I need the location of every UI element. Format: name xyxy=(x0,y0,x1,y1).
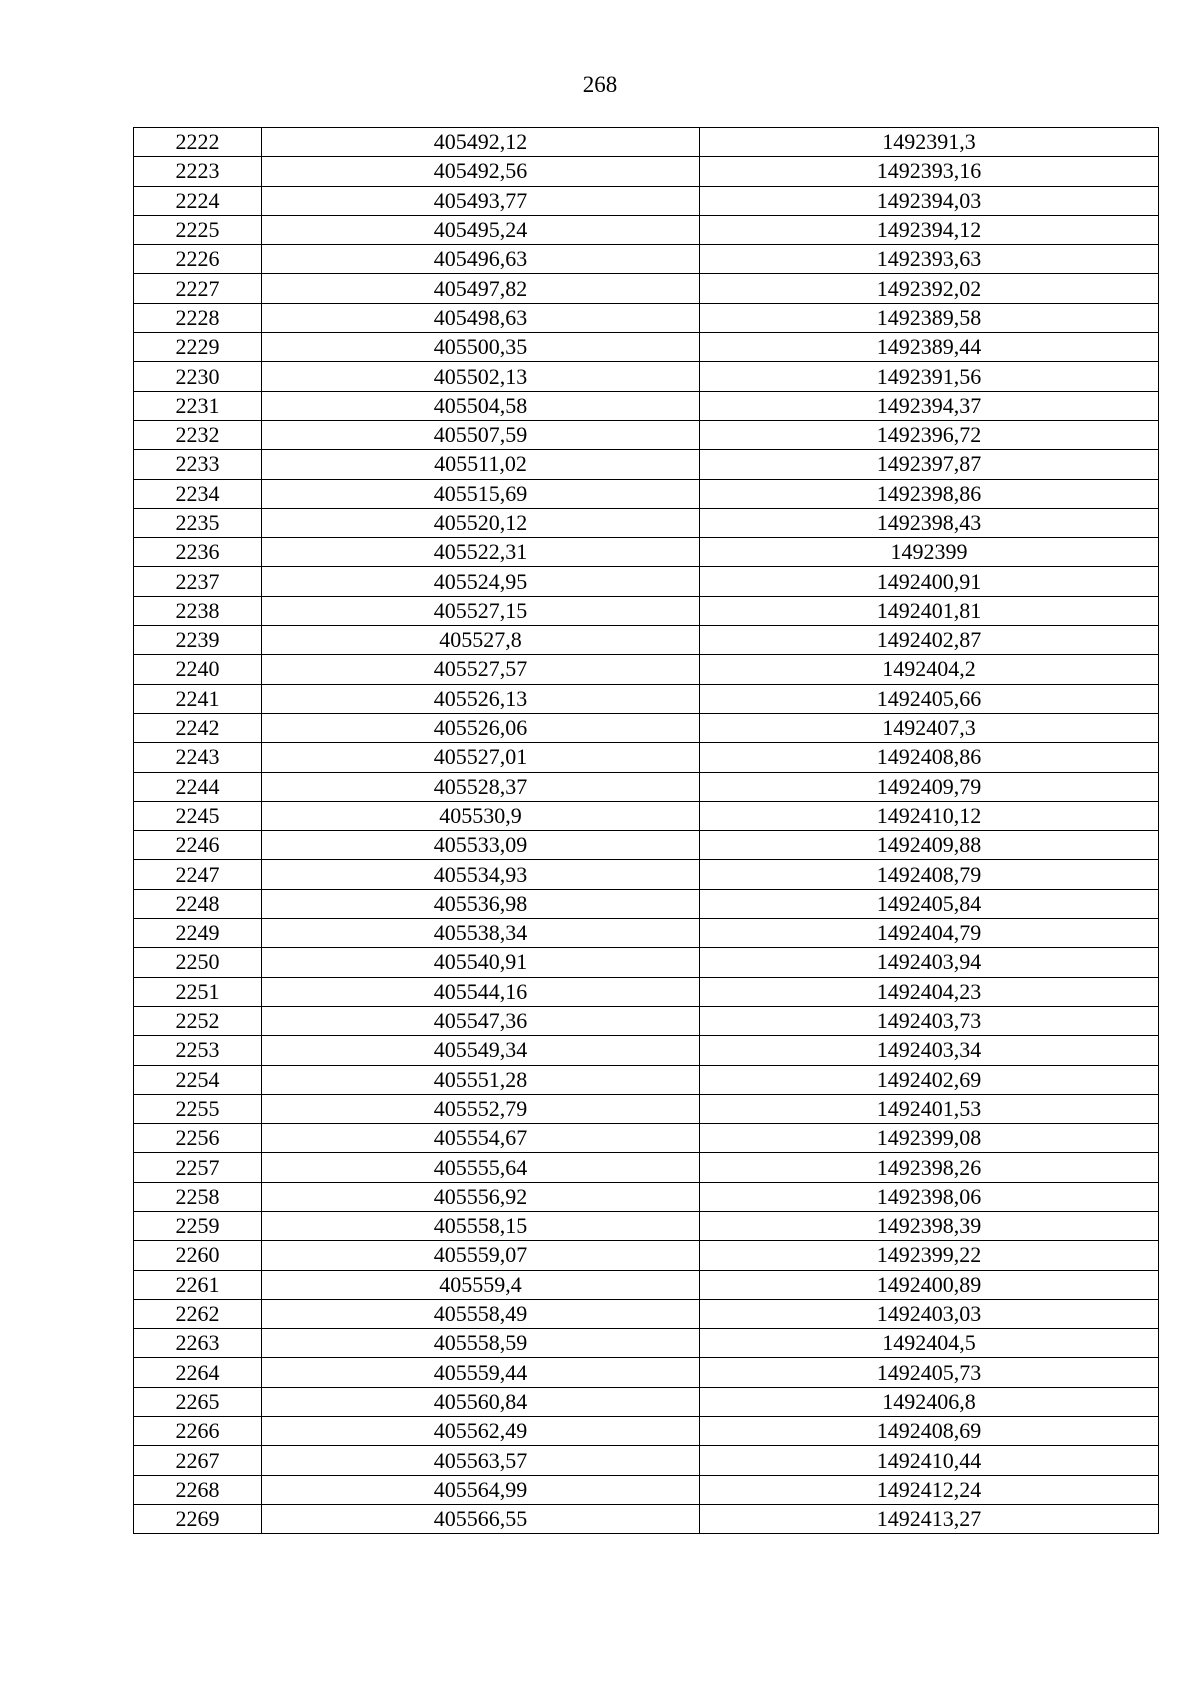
x-coordinate-cell: 405564,99 xyxy=(262,1475,700,1504)
y-coordinate-cell: 1492410,12 xyxy=(700,801,1159,830)
point-number-cell: 2253 xyxy=(134,1036,262,1065)
table-row xyxy=(134,1006,1159,1035)
x-coordinate-cell: 405538,34 xyxy=(262,919,700,948)
x-coordinate-cell: 405540,91 xyxy=(262,948,700,977)
table-row xyxy=(134,655,1159,684)
y-coordinate-cell: 1492398,26 xyxy=(700,1153,1159,1182)
point-number-cell: 2264 xyxy=(134,1358,262,1387)
point-number-cell: 2250 xyxy=(134,948,262,977)
point-number-cell: 2225 xyxy=(134,215,262,244)
table-row xyxy=(134,1417,1159,1446)
point-number-cell: 2251 xyxy=(134,977,262,1006)
y-coordinate-cell: 1492399,22 xyxy=(700,1241,1159,1270)
point-number-cell: 2229 xyxy=(134,333,262,362)
table-row xyxy=(134,391,1159,420)
x-coordinate-cell: 405507,59 xyxy=(262,420,700,449)
y-coordinate-cell: 1492402,87 xyxy=(700,626,1159,655)
table-row xyxy=(134,420,1159,449)
point-number-cell: 2233 xyxy=(134,450,262,479)
table-row xyxy=(134,1153,1159,1182)
point-number-cell: 2242 xyxy=(134,713,262,742)
x-coordinate-cell: 405527,01 xyxy=(262,743,700,772)
point-number-cell: 2245 xyxy=(134,801,262,830)
point-number-cell: 2238 xyxy=(134,596,262,625)
table-row xyxy=(134,186,1159,215)
y-coordinate-cell: 1492408,69 xyxy=(700,1417,1159,1446)
table-row xyxy=(134,1065,1159,1094)
point-number-cell: 2263 xyxy=(134,1329,262,1358)
point-number-cell: 2228 xyxy=(134,303,262,332)
x-coordinate-cell: 405559,07 xyxy=(262,1241,700,1270)
table-row xyxy=(134,1504,1159,1533)
point-number-cell: 2235 xyxy=(134,508,262,537)
y-coordinate-cell: 1492398,43 xyxy=(700,508,1159,537)
table-row xyxy=(134,508,1159,537)
y-coordinate-cell: 1492409,79 xyxy=(700,772,1159,801)
y-coordinate-cell: 1492391,3 xyxy=(700,128,1159,157)
x-coordinate-cell: 405526,06 xyxy=(262,713,700,742)
x-coordinate-cell: 405498,63 xyxy=(262,303,700,332)
y-coordinate-cell: 1492404,5 xyxy=(700,1329,1159,1358)
table-row xyxy=(134,1387,1159,1416)
y-coordinate-cell: 1492394,12 xyxy=(700,215,1159,244)
x-coordinate-cell: 405551,28 xyxy=(262,1065,700,1094)
x-coordinate-cell: 405556,92 xyxy=(262,1182,700,1211)
x-coordinate-cell: 405554,67 xyxy=(262,1124,700,1153)
table-row xyxy=(134,450,1159,479)
table-row xyxy=(134,1299,1159,1328)
point-number-cell: 2265 xyxy=(134,1387,262,1416)
y-coordinate-cell: 1492396,72 xyxy=(700,420,1159,449)
point-number-cell: 2268 xyxy=(134,1475,262,1504)
table-row xyxy=(134,1211,1159,1240)
y-coordinate-cell: 1492409,88 xyxy=(700,831,1159,860)
point-number-cell: 2237 xyxy=(134,567,262,596)
x-coordinate-cell: 405533,09 xyxy=(262,831,700,860)
point-number-cell: 2246 xyxy=(134,831,262,860)
x-coordinate-cell: 405527,15 xyxy=(262,596,700,625)
x-coordinate-cell: 405528,37 xyxy=(262,772,700,801)
x-coordinate-cell: 405530,9 xyxy=(262,801,700,830)
x-coordinate-cell: 405558,15 xyxy=(262,1211,700,1240)
point-number-cell: 2231 xyxy=(134,391,262,420)
y-coordinate-cell: 1492404,2 xyxy=(700,655,1159,684)
table-row xyxy=(134,1358,1159,1387)
point-number-cell: 2256 xyxy=(134,1124,262,1153)
table-row xyxy=(134,567,1159,596)
y-coordinate-cell: 1492400,91 xyxy=(700,567,1159,596)
y-coordinate-cell: 1492398,06 xyxy=(700,1182,1159,1211)
y-coordinate-cell: 1492393,63 xyxy=(700,245,1159,274)
y-coordinate-cell: 1492405,66 xyxy=(700,684,1159,713)
x-coordinate-cell: 405552,79 xyxy=(262,1094,700,1123)
table-row xyxy=(134,303,1159,332)
table-row xyxy=(134,1329,1159,1358)
x-coordinate-cell: 405562,49 xyxy=(262,1417,700,1446)
point-number-cell: 2258 xyxy=(134,1182,262,1211)
point-number-cell: 2244 xyxy=(134,772,262,801)
table-row xyxy=(134,1036,1159,1065)
x-coordinate-cell: 405522,31 xyxy=(262,538,700,567)
point-number-cell: 2247 xyxy=(134,860,262,889)
x-coordinate-cell: 405559,44 xyxy=(262,1358,700,1387)
point-number-cell: 2249 xyxy=(134,919,262,948)
x-coordinate-cell: 405515,69 xyxy=(262,479,700,508)
table-row xyxy=(134,333,1159,362)
point-number-cell: 2234 xyxy=(134,479,262,508)
y-coordinate-cell: 1492405,73 xyxy=(700,1358,1159,1387)
y-coordinate-cell: 1492394,03 xyxy=(700,186,1159,215)
y-coordinate-cell: 1492408,86 xyxy=(700,743,1159,772)
table-row xyxy=(134,948,1159,977)
point-number-cell: 2239 xyxy=(134,626,262,655)
x-coordinate-cell: 405500,35 xyxy=(262,333,700,362)
x-coordinate-cell: 405555,64 xyxy=(262,1153,700,1182)
table-row xyxy=(134,157,1159,186)
x-coordinate-cell: 405558,49 xyxy=(262,1299,700,1328)
point-number-cell: 2269 xyxy=(134,1504,262,1533)
y-coordinate-cell: 1492402,69 xyxy=(700,1065,1159,1094)
point-number-cell: 2224 xyxy=(134,186,262,215)
table-row xyxy=(134,713,1159,742)
table-row xyxy=(134,128,1159,157)
point-number-cell: 2232 xyxy=(134,420,262,449)
x-coordinate-cell: 405563,57 xyxy=(262,1446,700,1475)
x-coordinate-cell: 405559,4 xyxy=(262,1270,700,1299)
table-row xyxy=(134,684,1159,713)
y-coordinate-cell: 1492405,84 xyxy=(700,889,1159,918)
y-coordinate-cell: 1492398,39 xyxy=(700,1211,1159,1240)
table-row xyxy=(134,1270,1159,1299)
y-coordinate-cell: 1492389,58 xyxy=(700,303,1159,332)
table-row xyxy=(134,215,1159,244)
x-coordinate-cell: 405495,24 xyxy=(262,215,700,244)
x-coordinate-cell: 405534,93 xyxy=(262,860,700,889)
x-coordinate-cell: 405527,57 xyxy=(262,655,700,684)
x-coordinate-cell: 405492,12 xyxy=(262,128,700,157)
y-coordinate-cell: 1492403,73 xyxy=(700,1006,1159,1035)
y-coordinate-cell: 1492404,23 xyxy=(700,977,1159,1006)
table-row xyxy=(134,626,1159,655)
x-coordinate-cell: 405504,58 xyxy=(262,391,700,420)
y-coordinate-cell: 1492407,3 xyxy=(700,713,1159,742)
table-row xyxy=(134,479,1159,508)
point-number-cell: 2241 xyxy=(134,684,262,713)
x-coordinate-cell: 405547,36 xyxy=(262,1006,700,1035)
point-number-cell: 2222 xyxy=(134,128,262,157)
y-coordinate-cell: 1492404,79 xyxy=(700,919,1159,948)
point-number-cell: 2240 xyxy=(134,655,262,684)
table-row xyxy=(134,1475,1159,1504)
point-number-cell: 2223 xyxy=(134,157,262,186)
y-coordinate-cell: 1492389,44 xyxy=(700,333,1159,362)
table-row xyxy=(134,274,1159,303)
x-coordinate-cell: 405536,98 xyxy=(262,889,700,918)
x-coordinate-cell: 405558,59 xyxy=(262,1329,700,1358)
table-row xyxy=(134,1182,1159,1211)
y-coordinate-cell: 1492412,24 xyxy=(700,1475,1159,1504)
x-coordinate-cell: 405560,84 xyxy=(262,1387,700,1416)
point-number-cell: 2236 xyxy=(134,538,262,567)
table-row xyxy=(134,1241,1159,1270)
x-coordinate-cell: 405492,56 xyxy=(262,157,700,186)
x-coordinate-cell: 405527,8 xyxy=(262,626,700,655)
x-coordinate-cell: 405497,82 xyxy=(262,274,700,303)
point-number-cell: 2267 xyxy=(134,1446,262,1475)
point-number-cell: 2227 xyxy=(134,274,262,303)
coordinates-table xyxy=(133,127,1159,1534)
y-coordinate-cell: 1492392,02 xyxy=(700,274,1159,303)
table-row xyxy=(134,919,1159,948)
table-row xyxy=(134,831,1159,860)
point-number-cell: 2226 xyxy=(134,245,262,274)
x-coordinate-cell: 405544,16 xyxy=(262,977,700,1006)
y-coordinate-cell: 1492400,89 xyxy=(700,1270,1159,1299)
table-row xyxy=(134,889,1159,918)
x-coordinate-cell: 405520,12 xyxy=(262,508,700,537)
page-number: 268 xyxy=(582,72,618,97)
table-row xyxy=(134,362,1159,391)
x-coordinate-cell: 405524,95 xyxy=(262,567,700,596)
point-number-cell: 2248 xyxy=(134,889,262,918)
x-coordinate-cell: 405511,02 xyxy=(262,450,700,479)
table-row xyxy=(134,1446,1159,1475)
point-number-cell: 2262 xyxy=(134,1299,262,1328)
point-number-cell: 2255 xyxy=(134,1094,262,1123)
table-row xyxy=(134,772,1159,801)
x-coordinate-cell: 405496,63 xyxy=(262,245,700,274)
table-row xyxy=(134,1124,1159,1153)
y-coordinate-cell: 1492410,44 xyxy=(700,1446,1159,1475)
y-coordinate-cell: 1492406,8 xyxy=(700,1387,1159,1416)
x-coordinate-cell: 405502,13 xyxy=(262,362,700,391)
table-row xyxy=(134,801,1159,830)
y-coordinate-cell: 1492394,37 xyxy=(700,391,1159,420)
point-number-cell: 2230 xyxy=(134,362,262,391)
x-coordinate-cell: 405566,55 xyxy=(262,1504,700,1533)
x-coordinate-cell: 405526,13 xyxy=(262,684,700,713)
coordinates-table-body xyxy=(134,128,1159,1534)
y-coordinate-cell: 1492391,56 xyxy=(700,362,1159,391)
y-coordinate-cell: 1492408,79 xyxy=(700,860,1159,889)
point-number-cell: 2260 xyxy=(134,1241,262,1270)
point-number-cell: 2257 xyxy=(134,1153,262,1182)
table-row xyxy=(134,245,1159,274)
point-number-cell: 2261 xyxy=(134,1270,262,1299)
y-coordinate-cell: 1492403,03 xyxy=(700,1299,1159,1328)
table-row xyxy=(134,860,1159,889)
point-number-cell: 2252 xyxy=(134,1006,262,1035)
table-row xyxy=(134,596,1159,625)
table-row xyxy=(134,977,1159,1006)
y-coordinate-cell: 1492399 xyxy=(700,538,1159,567)
y-coordinate-cell: 1492393,16 xyxy=(700,157,1159,186)
y-coordinate-cell: 1492401,81 xyxy=(700,596,1159,625)
x-coordinate-cell: 405549,34 xyxy=(262,1036,700,1065)
table-row xyxy=(134,538,1159,567)
y-coordinate-cell: 1492413,27 xyxy=(700,1504,1159,1533)
x-coordinate-cell: 405493,77 xyxy=(262,186,700,215)
y-coordinate-cell: 1492403,34 xyxy=(700,1036,1159,1065)
table-row xyxy=(134,743,1159,772)
point-number-cell: 2266 xyxy=(134,1417,262,1446)
y-coordinate-cell: 1492401,53 xyxy=(700,1094,1159,1123)
y-coordinate-cell: 1492397,87 xyxy=(700,450,1159,479)
point-number-cell: 2243 xyxy=(134,743,262,772)
y-coordinate-cell: 1492399,08 xyxy=(700,1124,1159,1153)
point-number-cell: 2259 xyxy=(134,1211,262,1240)
table-row xyxy=(134,1094,1159,1123)
y-coordinate-cell: 1492398,86 xyxy=(700,479,1159,508)
y-coordinate-cell: 1492403,94 xyxy=(700,948,1159,977)
point-number-cell: 2254 xyxy=(134,1065,262,1094)
